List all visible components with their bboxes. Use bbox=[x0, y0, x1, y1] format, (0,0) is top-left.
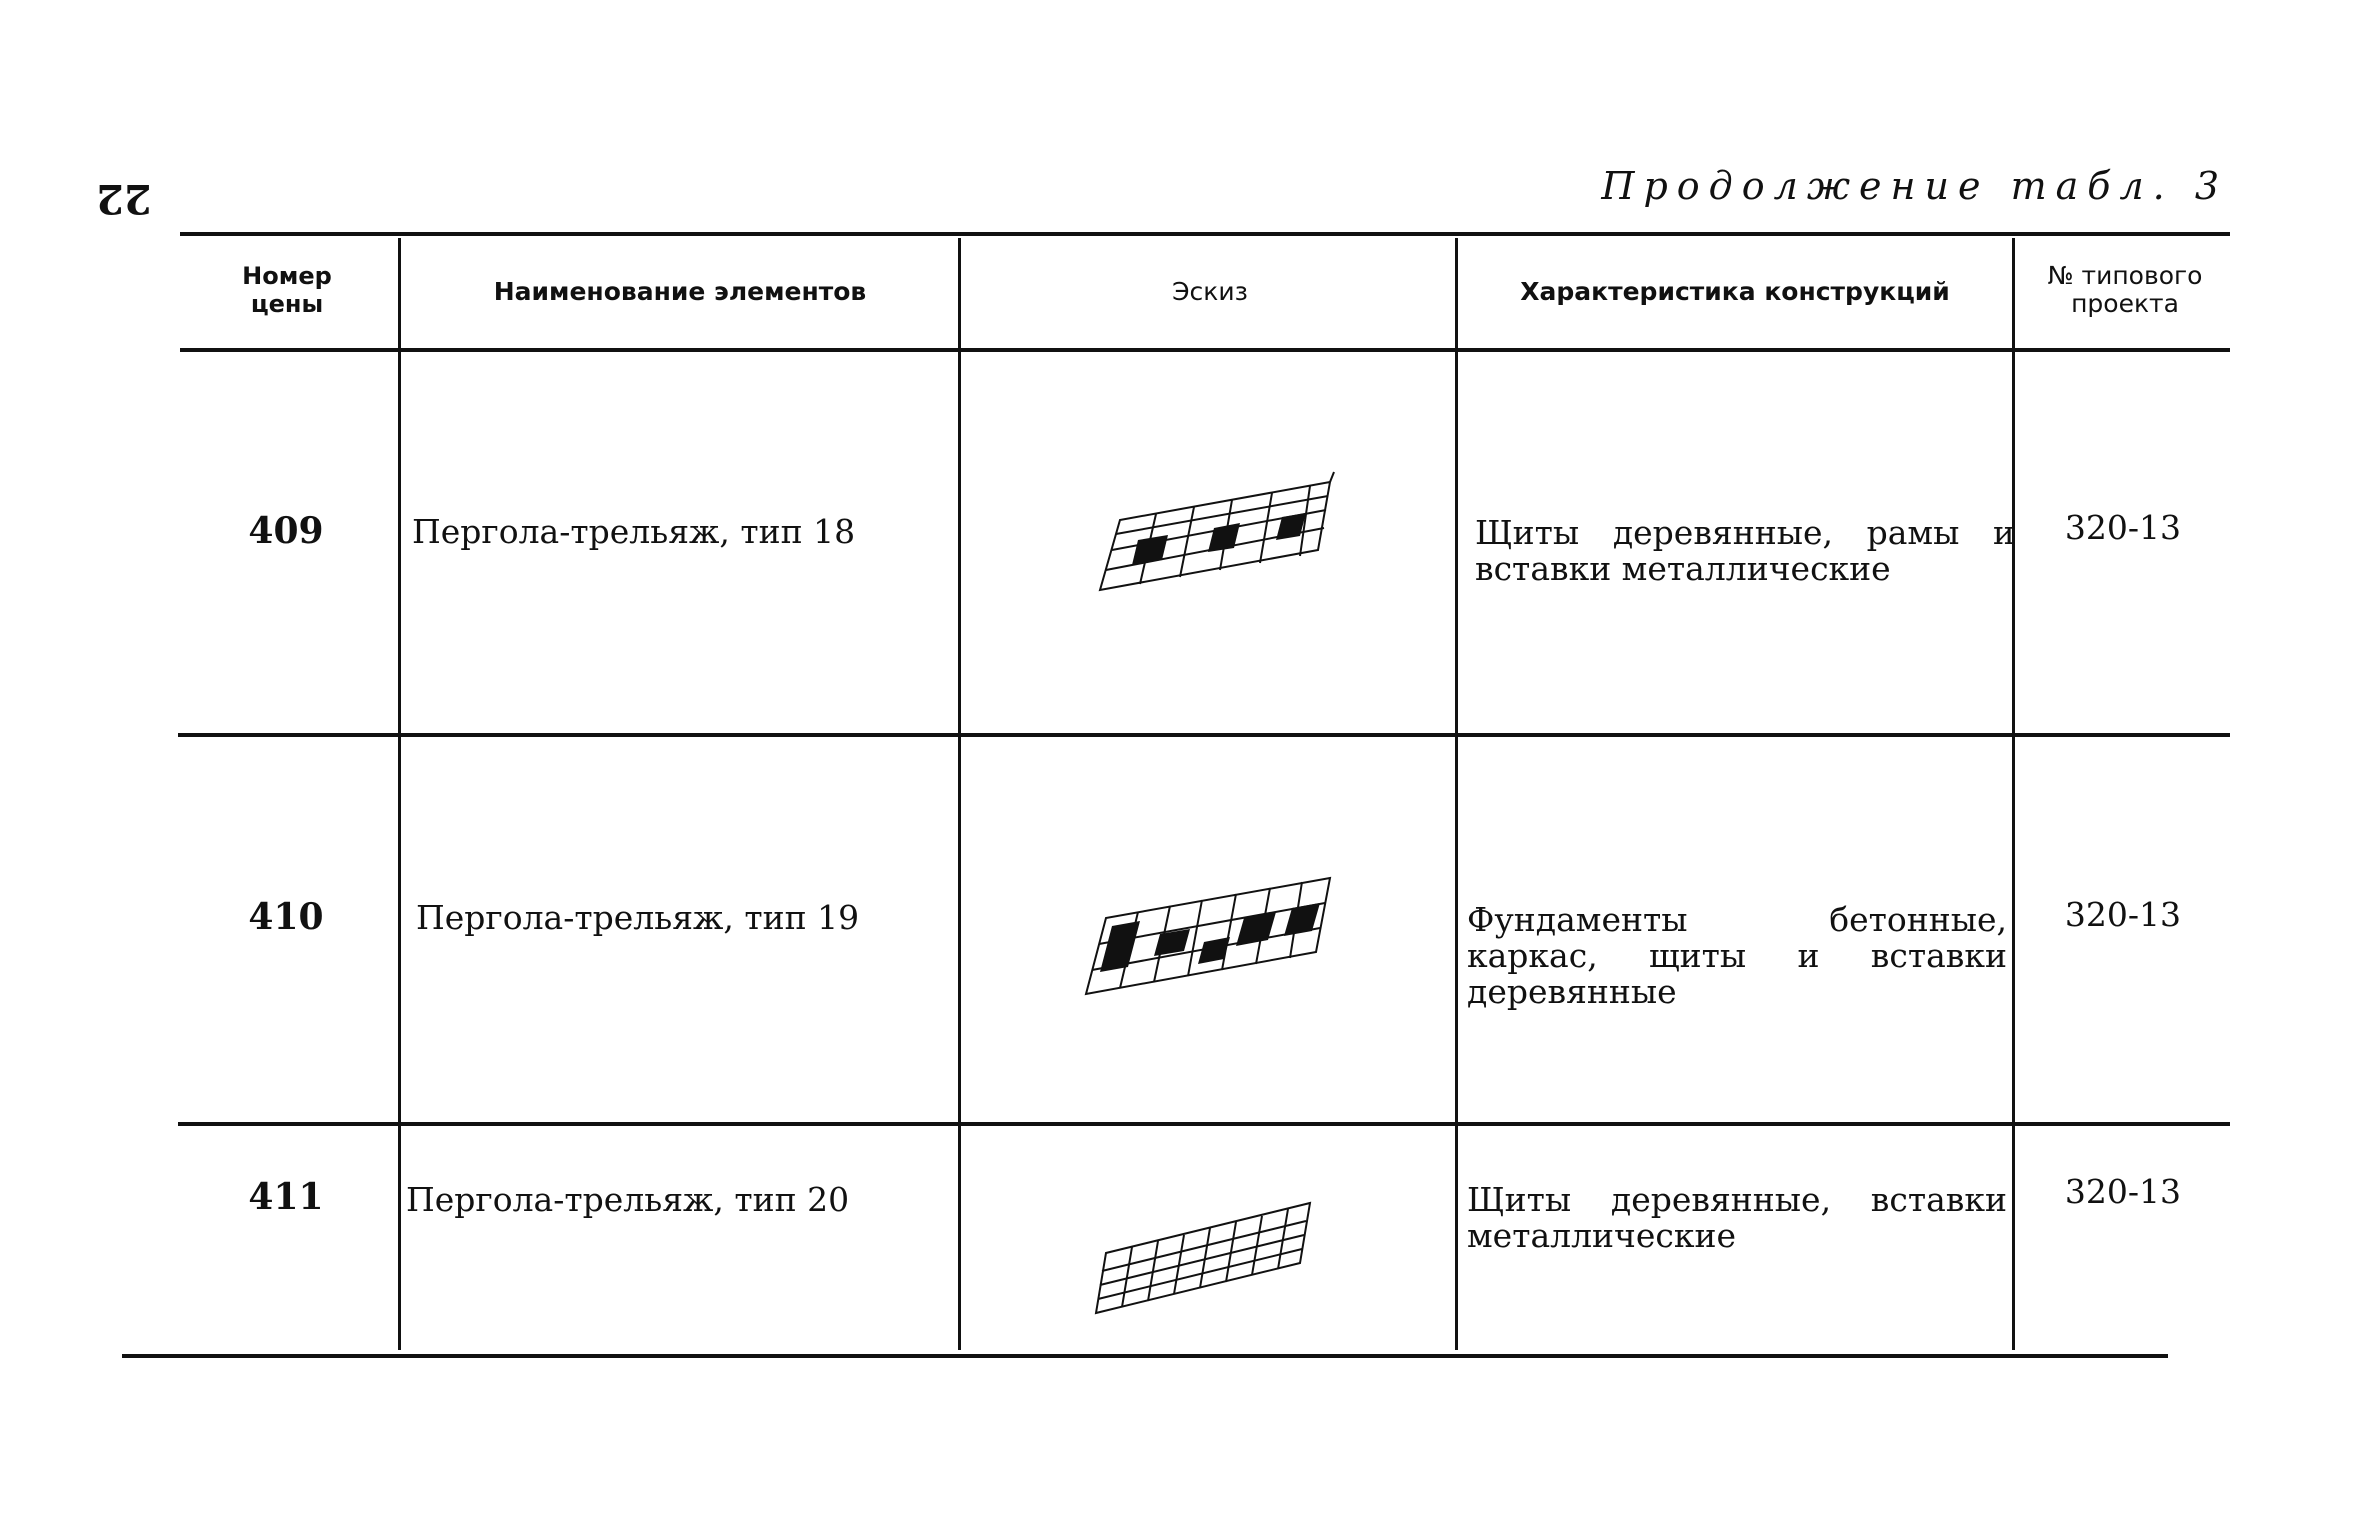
row-name: Пергола-трельяж, тип 18 bbox=[412, 512, 856, 551]
row-divider bbox=[178, 733, 2230, 737]
column-divider bbox=[1455, 238, 1458, 1350]
header-project: № типового проекта bbox=[2047, 261, 2203, 318]
table-caption: Продолжение табл. 3 bbox=[1601, 164, 2228, 208]
header-characteristic: Характеристика конструкций bbox=[1520, 277, 1950, 306]
row-number: 411 bbox=[248, 1176, 324, 1218]
row-project: 320-13 bbox=[2064, 508, 2182, 547]
header-bottom-rule bbox=[180, 348, 2230, 352]
row-divider bbox=[178, 1122, 2230, 1126]
pergola-trellis-type-20-sketch bbox=[1090, 1195, 1320, 1325]
row-characteristic: Щиты деревянные, вставки металлические bbox=[1467, 1180, 2007, 1255]
row-project: 320-13 bbox=[2064, 895, 2182, 934]
row-characteristic: Щиты деревянные, рамы и вставки металлические bbox=[1475, 513, 2015, 588]
column-divider bbox=[2012, 238, 2015, 1350]
row-characteristic: Фундаменты бетонные, каркас, щиты и вставки деревянные bbox=[1467, 900, 2007, 1011]
header-name: Наименование элементов bbox=[493, 277, 867, 306]
pergola-trellis-type-19-sketch bbox=[1080, 872, 1340, 1002]
header-number: Номер цены bbox=[242, 262, 332, 318]
header-top-rule bbox=[180, 232, 2230, 236]
column-divider bbox=[398, 238, 401, 1350]
row-number: 410 bbox=[248, 896, 324, 938]
column-divider bbox=[958, 238, 961, 1350]
header-sketch: Эскиз bbox=[1172, 277, 1248, 306]
pergola-trellis-type-18-sketch bbox=[1090, 470, 1350, 600]
table-bottom-rule bbox=[122, 1354, 2168, 1358]
row-number: 409 bbox=[248, 510, 324, 552]
row-name: Пергола-трельяж, тип 20 bbox=[406, 1180, 850, 1219]
page-number: 22 bbox=[96, 175, 152, 222]
row-name: Пергола-трельяж, тип 19 bbox=[416, 898, 860, 937]
row-project: 320-13 bbox=[2064, 1172, 2182, 1211]
